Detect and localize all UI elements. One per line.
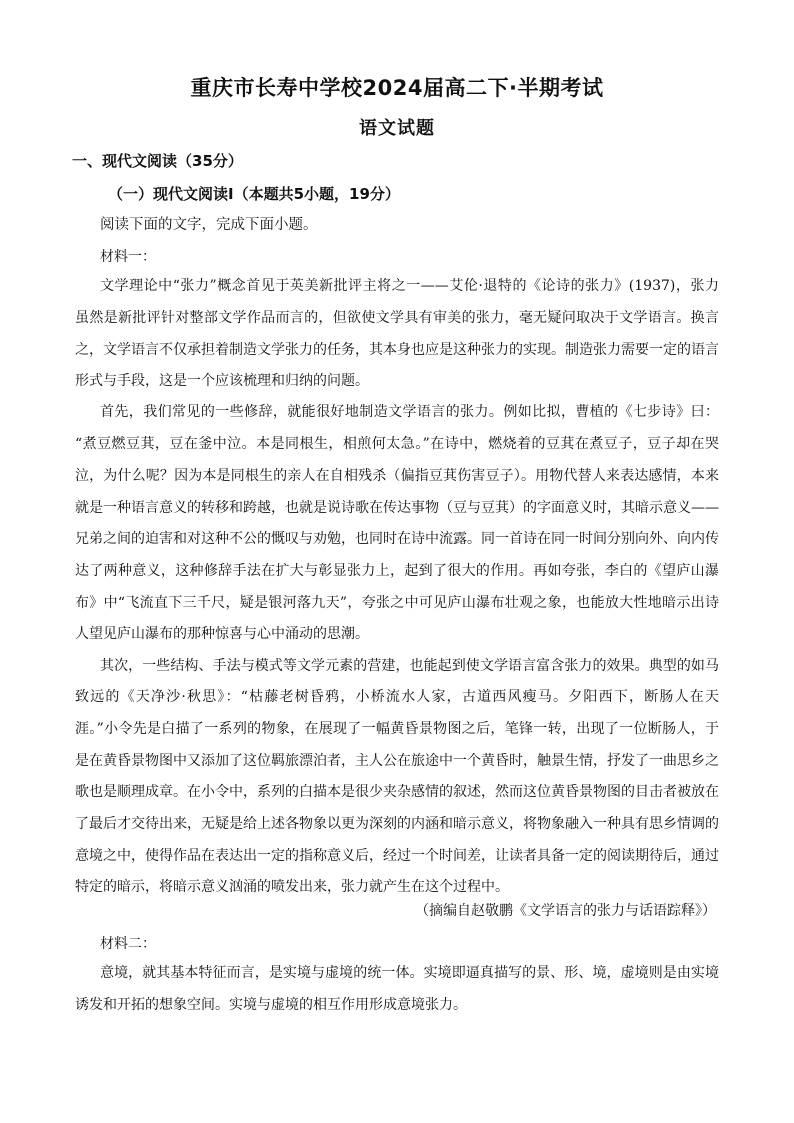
material1-source: （摘编自赵敬鹏《文学语言的张力与话语踪释》） — [415, 903, 716, 919]
paragraph-line: 致远的《天净沙·秋思》：“枯藤老树昏鸦，小桥流水人家，古道西风瘦马。夕阳西下，断肠人在天 — [75, 689, 719, 705]
material1-label: 材料一： — [100, 249, 156, 265]
paragraph-line: 虽然是新批评针对整部文学作品而言的，但欲使文学具有审美的张力，毫无疑问取决于文学语言。换言 — [75, 310, 719, 326]
paragraph-line: 诱发和开拓的想象空间。实境与虚境的相互作用形成意境张力。 — [75, 997, 467, 1013]
instruction-text: 阅读下面的文字，完成下面小题。 — [100, 217, 318, 233]
paragraph-line: 特定的暗示，将暗示意义汹涌的喷发出来，张力就产生在这个过程中。 — [75, 879, 509, 895]
paragraph-line: 就是一种语言意义的转移和跨越，也就是说诗歌在传达事物（豆与豆萁）的字面意义时，其暗示意义—— — [75, 500, 719, 516]
paragraph-line: 了最后才交待出来，无疑是给上述各物象以更为深刻的内涵和暗示意义，将物象融入一种具有思乡情调的 — [75, 816, 719, 832]
paragraph-line: 意境之中，使得作品在表达出一定的指称意义后，经过一个时间差，让读者具备一定的阅读期待后，通过 — [75, 848, 719, 864]
paragraph-line: 其次，一些结构、手法与模式等文学元素的营建，也能起到使文学语言富含张力的效果。典型的如马 — [100, 658, 719, 674]
paragraph-line: 涯。”小令先是白描了一系列的物象，在展现了一幅黄昏景物图之后，笔锋一转，出现了一位断肠人，于 — [75, 721, 719, 737]
paragraph-line: 首先，我们常见的一些修辞，就能很好地制造文学语言的张力。例如比拟，曹植的《七步诗》曰： — [100, 404, 719, 420]
part-heading: （一）现代文阅读Ⅰ（本题共5小题，19分） — [108, 185, 400, 203]
paragraph-line: 人望见庐山瀑布的那种惊喜与心中涌动的思潮。 — [75, 626, 369, 642]
paragraph-line: 文学理论中“张力”概念首见于英美新批评主将之一——艾伦·退特的《论诗的张力》(1937)，张力 — [100, 278, 719, 294]
paragraph-line: 歌也是顺理成章。在小令中，系列的白描本是很少夹杂感情的叙述，然而这位黄昏景物图的目击者被放在 — [75, 784, 719, 800]
exam-subtitle: 语文试题 — [359, 118, 435, 139]
paragraph-line: 布》中“飞流直下三千尺，疑是银河落九天”，夸张之中可见庐山瀑布壮观之象，也能放大性地暗示出诗 — [75, 595, 719, 611]
paragraph-line: 是在黄昏景物图中又添加了这位羁旅漂泊者，主人公在旅途中一个黄昏时，触景生情，抒发了一曲思乡之 — [75, 753, 719, 769]
paragraph-line: 意境，就其基本特征而言，是实境与虚境的统一体。实境即逼真描写的景、形、境，虚境则是由实境 — [100, 965, 719, 981]
paragraph-line: 达了两种意义，这种修辞手法在扩大与彰显张力上，起到了很大的作用。再如夸张，李白的《望庐山瀑 — [75, 563, 719, 579]
paragraph-line: “煮豆燃豆萁，豆在釜中泣。本是同根生，相煎何太急。”在诗中，燃烧着的豆萁在煮豆子，豆子却在哭 — [75, 436, 719, 452]
paragraph-line: 泣，为什么呢？因为本是同根生的亲人在自相残杀（偏指豆萁伤害豆子）。用物代替人来表达感情，本来 — [75, 468, 719, 484]
exam-title: 重庆市长寿中学校2024届高二下·半期考试 — [190, 76, 604, 100]
paragraph-line: 兄弟之间的迫害和对这种不公的慨叹与劝勉，也同时在诗中流露。同一首诗在同一时间分别向外、向内传 — [75, 531, 719, 547]
material2-label: 材料二： — [100, 936, 156, 952]
paragraph-line: 之，文学语言不仅承担着制造文学张力的任务，其本身也应是这种张力的实现。制造张力需要一定的语言 — [75, 342, 719, 358]
paragraph-line: 形式与手段，这是一个应该梳理和归纳的问题。 — [75, 373, 369, 389]
section-heading: 一、现代文阅读（35分） — [72, 152, 243, 170]
